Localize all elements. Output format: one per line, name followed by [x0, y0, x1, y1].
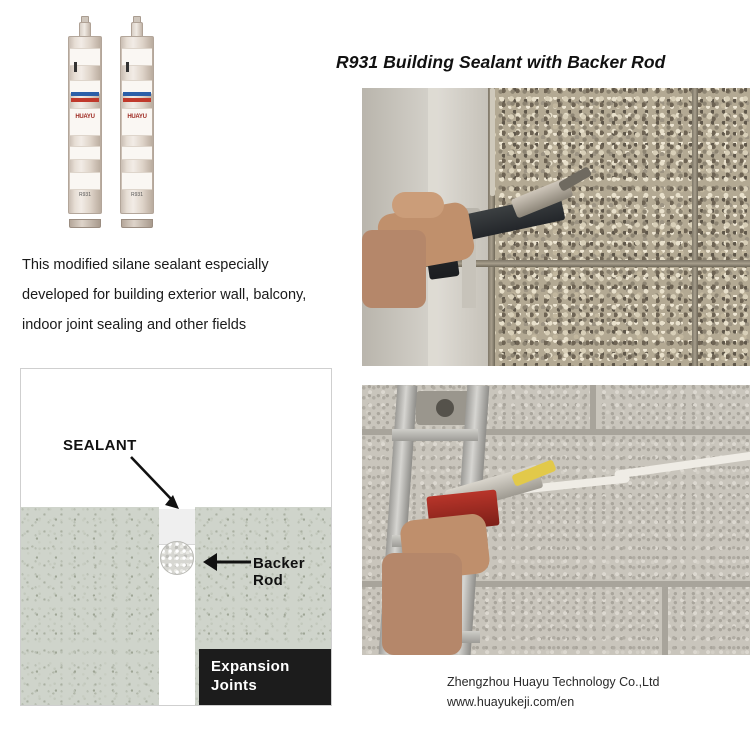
sealant-tube-2	[120, 22, 154, 228]
diagram-label-backer-rod-line1: Backer	[253, 555, 305, 572]
applied-sealant-bead	[490, 88, 495, 196]
ladder-step	[392, 429, 478, 441]
diagram-backer-rod	[160, 541, 194, 575]
tube-stripe-red	[71, 98, 99, 102]
tube-stripe-blue	[71, 92, 99, 96]
diagram-label-backer-rod-line2: Rod	[253, 572, 284, 589]
diagram-wall-left	[21, 507, 159, 705]
backer-rod-arrow-icon	[201, 551, 253, 573]
tube-code-text: R931	[79, 192, 91, 198]
product-image-tubes	[60, 22, 180, 232]
wall-joint-vertical	[662, 587, 668, 655]
diagram-sealant-fill	[159, 509, 195, 545]
page-title: R931 Building Sealant with Backer Rod	[336, 52, 666, 72]
worker-thumb	[392, 192, 444, 218]
worker-forearm	[362, 230, 426, 308]
sealant-arrow-icon	[129, 455, 189, 513]
wall-joint-vertical	[590, 385, 596, 429]
tube-base	[69, 219, 101, 228]
application-photo-vertical-joint	[362, 88, 750, 366]
tube-label-strip	[122, 108, 152, 136]
tube-label-strip	[70, 146, 100, 160]
tube-barcode-icon	[74, 62, 77, 72]
worker-forearm	[382, 553, 462, 655]
footer	[447, 672, 747, 712]
diagram-label-sealant: SEALANT	[63, 437, 137, 454]
wall-anchor-bolt-icon	[436, 399, 454, 417]
diagram-label-backer-rod	[253, 555, 305, 589]
product-description: This modified silane sealant especially developed for building exterior wall, balcony, indoor joint sealing and other fields	[22, 257, 307, 333]
tube-brand-text: HUAYU	[75, 114, 95, 120]
tube-label-strip	[70, 108, 100, 136]
tube-brand-text: HUAYU	[127, 114, 147, 120]
tube-code-text: R931	[131, 192, 143, 198]
tube-barcode-icon	[126, 62, 129, 72]
tube-label-strip	[122, 172, 152, 190]
expansion-label-line1: Expansion	[211, 658, 290, 675]
sealant-tube-1	[68, 22, 102, 228]
tube-base	[121, 219, 153, 228]
tube-label-strip	[122, 146, 152, 160]
application-photo-ladder-joint	[362, 385, 750, 655]
diagram-label-expansion-joints	[199, 649, 332, 705]
company-name: Zhengzhou Huayu Technology Co.,Ltd	[447, 675, 660, 689]
tube-label-strip	[70, 172, 100, 190]
expansion-label-line2: Joints	[211, 677, 257, 694]
joint-cross-section-diagram	[20, 368, 332, 706]
wall-joint-vertical	[692, 88, 698, 366]
website-link[interactable]: www.huayukeji.com/en	[447, 695, 575, 709]
tube-stripe-blue	[123, 92, 151, 96]
tube-stripe-red	[123, 98, 151, 102]
